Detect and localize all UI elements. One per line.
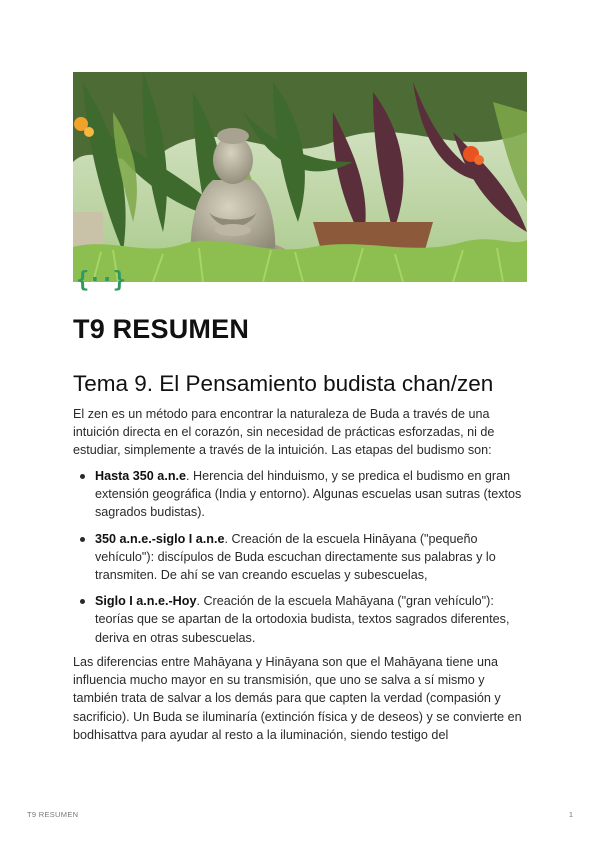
page-title: T9 RESUMEN: [73, 314, 250, 344]
stage-period: 350 a.n.e.-siglo I a.n.e: [95, 531, 225, 546]
stage-period: Siglo I a.n.e.-Hoy: [95, 594, 197, 609]
footer-title: T9 RESUMEN: [27, 810, 79, 819]
stage-description: . Creación de la escuela Mahāyana ("gran vehículo"): teorías que se apartan de la ortodoxia budista, textos sagrados diferentes, deriva en otras subescuelas.: [95, 594, 510, 645]
page-icon: {··}: [76, 268, 125, 293]
bullet-icon: [80, 537, 85, 542]
list-item: [73, 592, 525, 647]
list-item: [73, 530, 525, 585]
cover-image: [73, 72, 527, 282]
differences-paragraph: Las diferencias entre Mahāyana y Hināyana son que el Mahāyana tiene una influencia mucho mayor en su transmisión, que uno se salva a sí mismo y también trata de salvar a los demás para que capten la verdad (compasión y sacrificio). Un Buda se iluminaría (extinción física y de deseos) y se convierte en bodhisattva para ayudar al resto a la iluminación, siendo testigo del: [73, 655, 522, 742]
stage-description: . Herencia del hinduismo, y se predica el budismo en gran extensión geográfica (India y entorno). Algunas escuelas usan sutras (textos sagrados budistas).: [95, 469, 522, 520]
bullet-icon: [80, 599, 85, 604]
stage-description: . Creación de la escuela Hināyana ("pequeño vehículo"): discípulos de Buda escuchan directamente sus palabras y lo transmiten. De ahí se van creando escuelas y subescuelas,: [95, 531, 496, 583]
stage-period: Hasta 350 a.n.e: [95, 469, 187, 483]
intro-paragraph: El zen es un método para encontrar la naturaleza de Buda a través de una intuición directa en el corazón, sin necesidad de prácticas esforzadas, ni de estudiar, simplemente a través de la intuición. Las etapas del budismo son:: [73, 407, 495, 458]
stages-list: [73, 467, 525, 655]
list-item: [73, 467, 525, 522]
section-heading: Tema 9. El Pensamiento budista chan/zen: [73, 371, 494, 396]
page-number: 1: [568, 810, 573, 819]
bullet-icon: [80, 474, 85, 479]
